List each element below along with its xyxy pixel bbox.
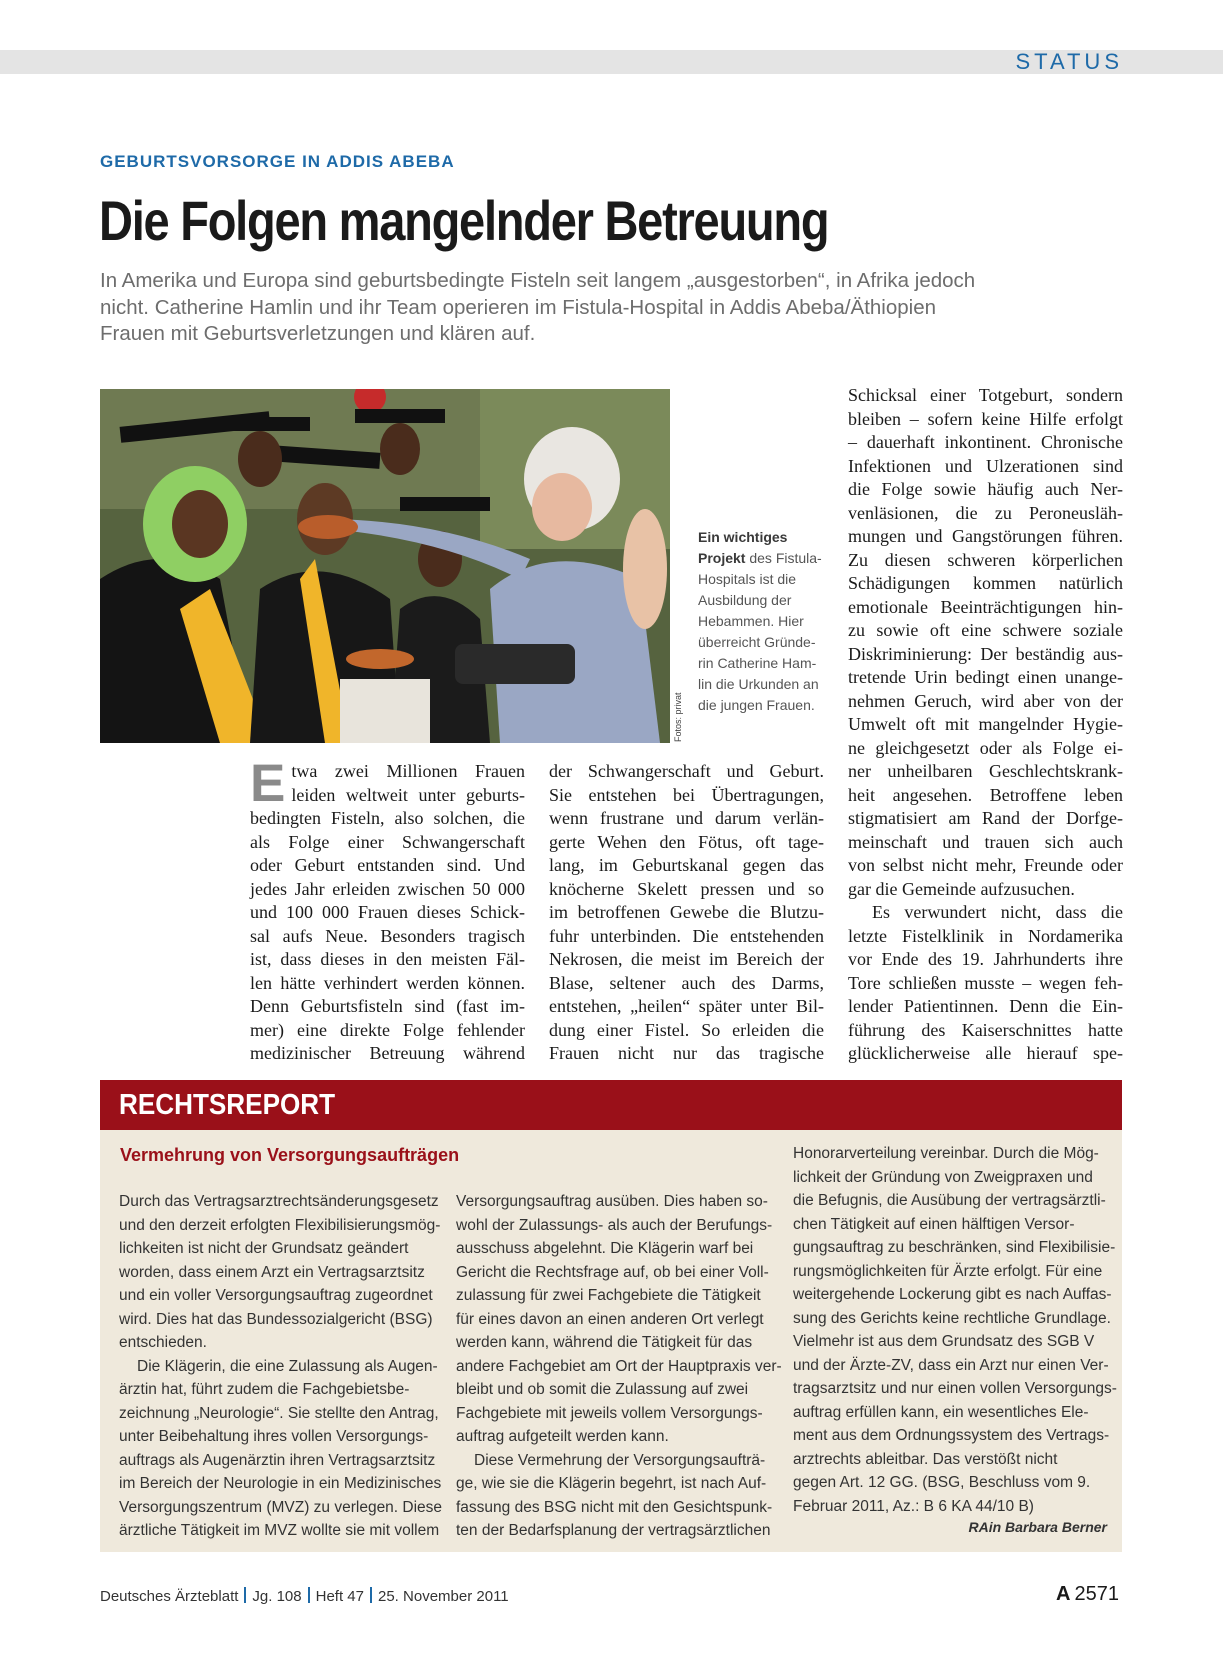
journal-date: 25. November 2011 <box>378 1588 509 1605</box>
section-label: STATUS <box>1015 49 1123 74</box>
body-line: ne gleichgesetzt oder als Folge ei- <box>848 737 1123 758</box>
body-line: gerte Wehen den Fötus, oft tage- <box>549 831 824 852</box>
body-line: dung einer Fistel. So erleiden die <box>549 1019 824 1040</box>
report-line: Honorarverteilung vereinbar. Durch die Mög- <box>793 1145 1099 1162</box>
body-line: nehmen Geruch, wird aber von der <box>848 690 1123 711</box>
body-line: medizinischer Betreuung während <box>250 1043 525 1063</box>
report-line: weitergehende Lockerung gibt es nach Auffas- <box>793 1286 1112 1303</box>
report-line: bleibt und ob somit die Zulassung auf zwei <box>456 1381 749 1398</box>
report-line: Fachgebiete mit jeweils vollem Versorgungs- <box>456 1404 763 1422</box>
body-line: im betroffenen Gewebe die Blutzu- <box>549 902 824 922</box>
report-line: ment aus dem Ordnungssystem des Vertrags- <box>793 1427 1110 1444</box>
body-line: Sie entstehen bei Übertragungen, <box>549 784 824 805</box>
report-line: ten der Bedarfsplanung der vertragsärztlichen <box>456 1522 771 1539</box>
report-line: zulassung für zwei Fachgebiete die Tätigkeit <box>456 1287 761 1304</box>
photo-credit: Fotos: privat <box>673 692 683 742</box>
body-line: Nekrosen, die meist im Bereich der <box>549 949 824 969</box>
body-line: die Folge sowie häufig auch Ner- <box>848 479 1123 499</box>
body-line: glücklicherweise alle hierauf spe- <box>848 1043 1123 1063</box>
article-headline: Die Folgen mangelnder Betreuung <box>99 189 829 252</box>
body-line: jedes Jahr erleiden zwischen 50 000 <box>250 878 525 899</box>
body-line: stigmatisiert am Rand der Dorfge- <box>848 808 1123 828</box>
body-line: lang, im Geburtskanal gegen das <box>549 855 824 875</box>
drop-cap: E <box>250 754 286 813</box>
report-line: andere Fachgebiet am Ort der Hauptpraxis ver- <box>456 1357 782 1375</box>
page-number-value: 2571 <box>1074 1583 1119 1605</box>
body-line: ist, dass dieses in den meisten Fäl- <box>250 949 525 969</box>
body-line: bleiben – sofern keine Hilfe erfolgt <box>848 408 1123 429</box>
report-column-1 <box>119 1190 443 1543</box>
caption-line: überreicht Gründe- <box>698 634 816 650</box>
report-line: Gericht die Rechtsfrage auf, ob bei einer Voll- <box>456 1263 769 1281</box>
report-line: für eines davon an einen anderen Ort verlegt <box>456 1310 764 1328</box>
report-line: sung des Gerichts keine rechtliche Grundlage. <box>793 1309 1111 1327</box>
body-line: leiden weltweit unter geburts- <box>291 784 525 805</box>
body-line: – dauerhaft inkontinent. Chronische <box>848 432 1123 452</box>
lead-line: In Amerika und Europa sind geburtsbedingte Fisteln seit langem „ausgestorben“, in Afrika jedoch <box>100 269 976 292</box>
report-line: und der Ärzte-ZV, dass ein Arzt nur einen Ver- <box>793 1356 1109 1374</box>
caption-line: die jungen Frauen. <box>698 697 815 713</box>
body-line: Tore schließen musste – wegen feh- <box>848 972 1123 993</box>
rechtsreport-title: RECHTSREPORT <box>119 1089 336 1121</box>
body-line: Blase, seltener auch des Darms, <box>549 972 824 993</box>
caption-line: Ausbildung der <box>698 592 792 608</box>
report-line: zeichnung „Neurologie“. Sie stellte den Antrag, <box>119 1404 439 1422</box>
report-line: gungsauftrag zu beschränken, sind Flexibilisie- <box>793 1239 1116 1256</box>
caption-line: Hospitals ist die <box>698 571 797 587</box>
report-line: Vielmehr ist aus dem Grundsatz des SGB V <box>793 1333 1095 1350</box>
body-line: Zu diesen schweren körperlichen <box>848 549 1123 570</box>
report-line: ge, wie sie die Klägerin begehrt, ist nach Auf- <box>456 1475 767 1492</box>
body-line: lender Patientinnen. Denn die Ein- <box>848 996 1123 1016</box>
body-line: gar die Gemeinde aufzusuchen. <box>848 878 1075 899</box>
report-line: ärztin hat, führt zudem die Fachgebietsbe- <box>119 1381 410 1398</box>
report-line: lichkeiten ist nicht der Grundsatz geändert <box>119 1240 409 1257</box>
caption-line <box>698 527 828 548</box>
body-line: sal aufs Neue. Besonders tragisch <box>250 925 525 946</box>
report-column-2 <box>456 1190 782 1543</box>
report-line: gegen Art. 12 GG. (BSG, Beschluss vom 9. <box>793 1474 1091 1491</box>
body-line: und 100 000 Frauen dieses Schick- <box>250 902 525 922</box>
caption-bold: Projekt <box>698 550 746 566</box>
photo-caption <box>698 527 828 716</box>
article-photo <box>100 389 670 743</box>
body-line: oder Geburt entstanden sind. Und <box>250 855 525 875</box>
body-line: mungen und Gangstörungen führen. <box>848 526 1123 546</box>
body-line: twa zwei Millionen Frauen <box>291 761 525 781</box>
report-line: und den derzeit erfolgten Flexibilisierungsmög- <box>119 1216 441 1234</box>
body-line: meinschaft und trauen sich auch <box>848 831 1123 852</box>
report-line: ausschuss abgelehnt. Die Klägerin warf bei <box>456 1240 754 1257</box>
body-line: emotionale Beeinträchtigungen hin- <box>848 596 1123 617</box>
caption-line <box>698 548 828 569</box>
body-line: Schicksal einer Totgeburt, sondern <box>848 385 1123 405</box>
caption-line: rin Catherine Ham- <box>698 655 817 671</box>
body-line: venläsionen, die zu Peroneusläh- <box>848 502 1123 523</box>
report-line: im Bereich der Neurologie in ein Medizinisches <box>119 1475 442 1492</box>
report-line: entschieden. <box>119 1334 207 1351</box>
article-column-3 <box>848 384 1123 1066</box>
body-line: zu sowie oft eine schwere soziale <box>848 620 1123 640</box>
report-line: auftrag aufgeteilt werden kann. <box>456 1428 669 1445</box>
body-line: Denn Geburtsfisteln sind (fast im- <box>250 996 525 1016</box>
body-line: bedingten Fisteln, also solchen, die <box>250 808 525 828</box>
body-line: letzte Fistelklinik in Nordamerika <box>848 925 1123 946</box>
report-line: Februar 2011, Az.: B 6 KA 44/10 B) <box>793 1497 1034 1515</box>
article-column-1 <box>250 754 525 1066</box>
report-line: Versorgungsauftrag ausüben. Dies haben so- <box>456 1193 768 1210</box>
body-line: Umwelt oft mit mangelnder Hygie- <box>848 714 1123 734</box>
journal-name: Deutsches Ärzteblatt <box>100 1588 239 1605</box>
report-line: lichkeit der Gründung von Zweigpraxen und <box>793 1168 1093 1186</box>
report-line: Versorgungszentrum (MVZ) zu verlegen. Diese <box>119 1498 443 1516</box>
report-line: unter Beibehaltung ihres vollen Versorgungs- <box>119 1428 429 1445</box>
body-line: von selbst nicht mehr, Freunde oder <box>848 855 1123 875</box>
article-kicker: GEBURTSVORSORGE IN ADDIS ABEBA <box>100 152 455 171</box>
report-line: auftrags als Augenärztin ihren Vertragsarztsitz <box>119 1451 436 1469</box>
caption-line: Hebammen. Hier <box>698 613 804 629</box>
report-line: tragsarztsitz und nur einen vollen Versorgungs- <box>793 1380 1117 1397</box>
report-line: wohl der Zulassungs- als auch der Berufungs- <box>456 1216 773 1234</box>
report-author: RAin Barbara Berner <box>968 1519 1107 1535</box>
report-line: chen Tätigkeit auf einen hälftigen Versor- <box>793 1215 1075 1233</box>
body-line: knöcherne Skelett pressen und so <box>549 878 824 899</box>
body-line: Es verwundert nicht, dass die <box>872 902 1123 922</box>
body-line: mer) eine direkte Folge fehlender <box>250 1019 525 1040</box>
body-line: Frauen nicht nur das tragische <box>549 1043 824 1063</box>
lead-line: nicht. Catherine Hamlin und ihr Team operieren im Fistula-Hospital in Addis Abeba/Äthiopien <box>100 295 937 319</box>
body-line: wenn frustrane und darum verlän- <box>549 808 824 828</box>
body-line: entstehen, „heilen“ später unter Bil- <box>549 996 824 1016</box>
footer-separator <box>244 1587 246 1603</box>
report-line: die Befugnis, die Ausübung der vertragsärztli- <box>793 1192 1106 1209</box>
body-line: der Schwangerschaft und Geburt. <box>549 761 824 781</box>
caption-bold: Ein wichtiges <box>698 529 788 545</box>
report-column-3 <box>793 1142 1117 1518</box>
report-line: Durch das Vertragsarztrechtsänderungsgesetz <box>119 1193 439 1210</box>
report-line: wird. Dies hat das Bundessozialgericht (BSG) <box>119 1310 433 1328</box>
body-line: fuhr unterbinden. Die entstehenden <box>549 925 824 946</box>
rechtsreport-subtitle: Vermehrung von Versorgungsaufträgen <box>120 1145 460 1165</box>
footer-citation <box>100 1587 509 1605</box>
body-line: Diskriminierung: Der beständig aus- <box>848 643 1123 664</box>
body-line: ner unheilbaren Geschlechtskrank- <box>848 761 1123 781</box>
footer-separator <box>370 1587 372 1603</box>
body-line: Infektionen und Ulzerationen sind <box>848 455 1123 476</box>
report-line: rungsmöglichkeiten für Ärzte erfolgt. Für eine <box>793 1262 1103 1280</box>
page-prefix: A <box>1056 1583 1071 1605</box>
page-number <box>1056 1583 1119 1606</box>
lead-line: Frauen mit Geburtsverletzungen und klären auf. <box>100 322 536 345</box>
caption-text: des Fistula- <box>745 550 822 566</box>
body-line: führung des Kaiserschnittes hatte <box>848 1019 1123 1040</box>
body-line: heit angesehen. Betroffene leben <box>848 784 1123 805</box>
report-line: ärztliche Tätigkeit im MVZ wollte sie mit vollem <box>119 1522 440 1539</box>
caption-line: lin die Urkunden an <box>698 676 819 692</box>
body-line: len hätte verhindert werden können. <box>250 972 525 993</box>
body-line: tretende Urin bedingt einen unange- <box>848 667 1123 687</box>
journal-issue: Heft 47 <box>315 1588 364 1605</box>
report-line: und ein voller Versorgungsauftrag zugeordnet <box>119 1287 433 1304</box>
footer-separator <box>308 1587 310 1603</box>
report-line: werden kann, während die Tätigkeit für das <box>456 1334 753 1351</box>
article-column-2 <box>549 760 824 1066</box>
report-line: Diese Vermehrung der Versorgungsaufträ- <box>474 1451 766 1469</box>
report-line: worden, dass einem Arzt ein Vertragsarztsitz <box>119 1263 425 1281</box>
body-line: vor Ende des 19. Jahrhunderts ihre <box>848 949 1123 969</box>
report-line: Die Klägerin, die eine Zulassung als Augen- <box>137 1357 438 1375</box>
report-line: arztrechts ableitbar. Das verstößt nicht <box>793 1450 1058 1468</box>
article-lead <box>100 268 1140 348</box>
body-line: als Folge einer Schwangerschaft <box>250 831 525 852</box>
journal-volume: Jg. 108 <box>252 1588 302 1605</box>
report-line: auftrag erfüllen kann, ein wesentliches Ele- <box>793 1403 1089 1421</box>
body-line: Schädigungen kommen natürlich <box>848 573 1123 593</box>
report-line: fassung des BSG nicht mit den Gesichtspunk- <box>456 1498 773 1516</box>
